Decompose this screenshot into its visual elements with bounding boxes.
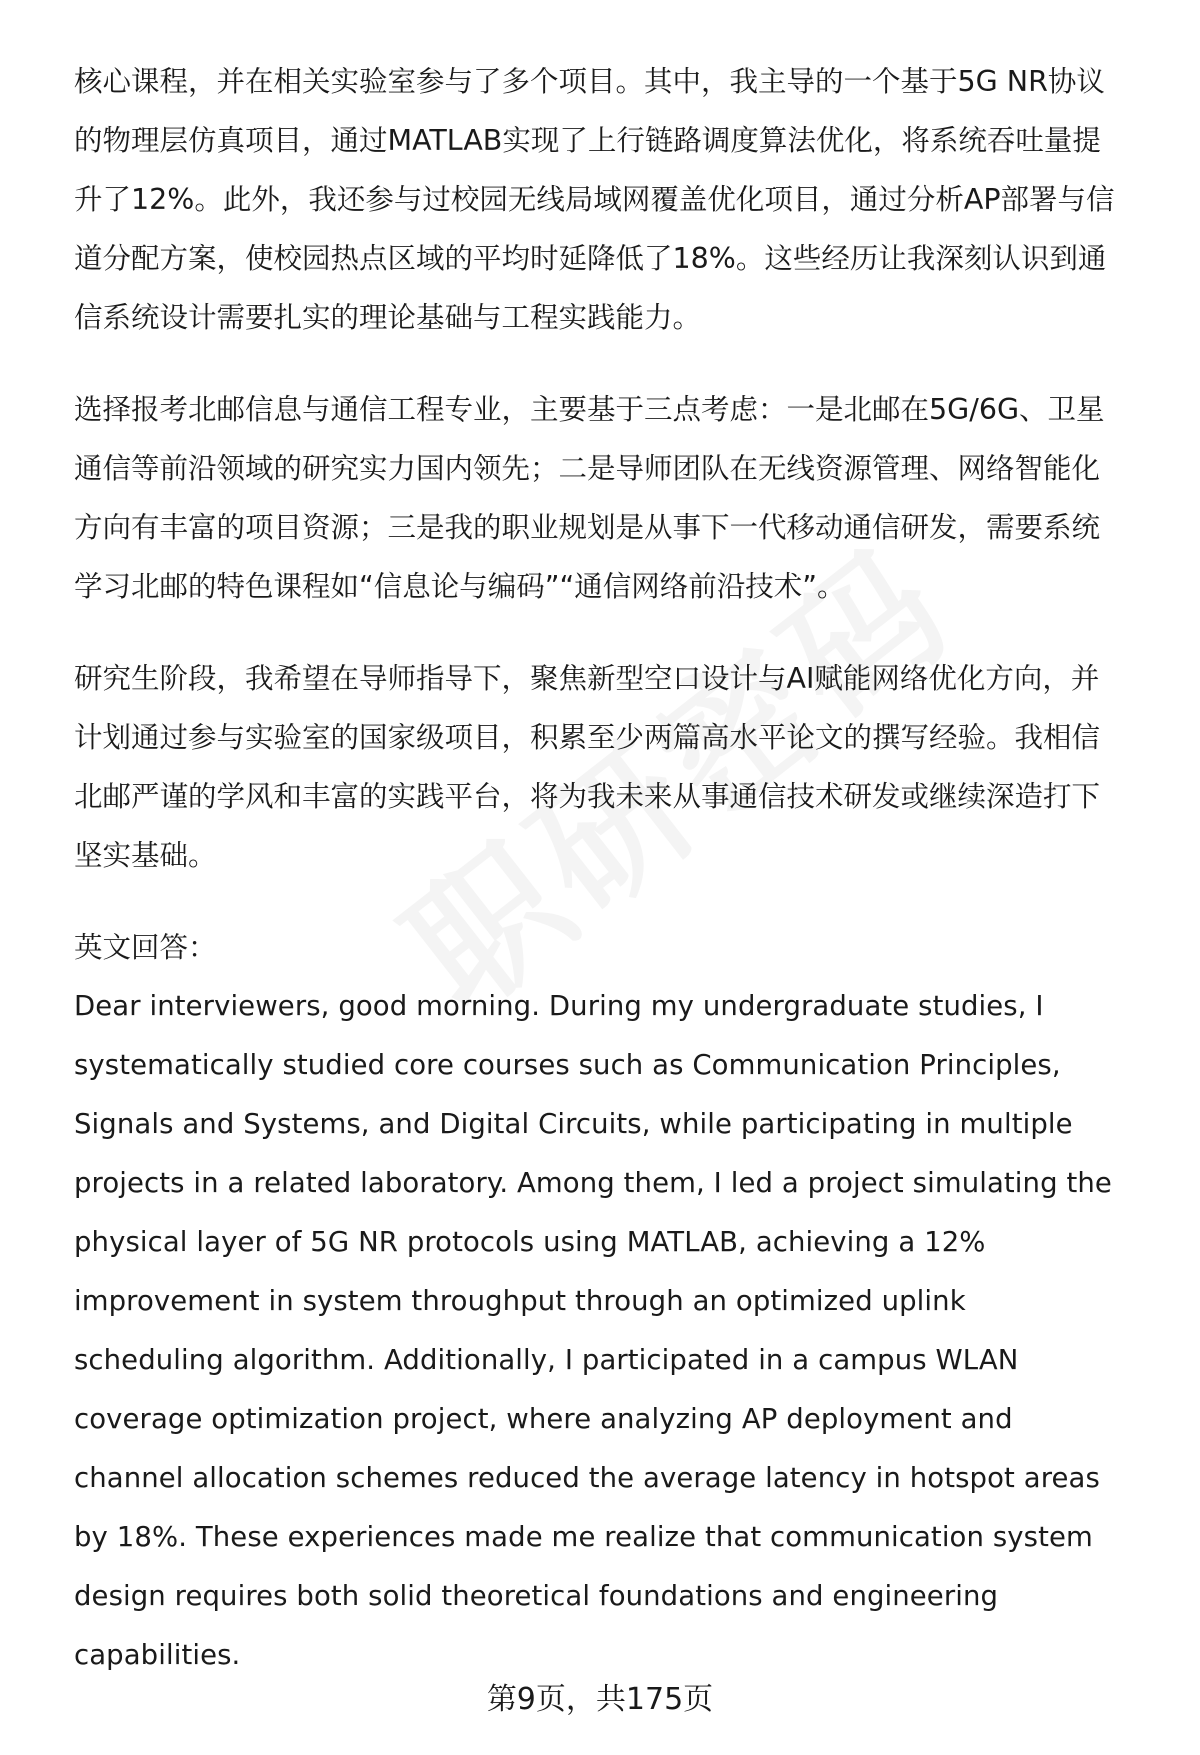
text-line: systematically studied core courses such as Communication Principles, xyxy=(74,1049,1061,1081)
text-line: 道分配方案，使校园热点区域的平均时延降低了18%。这些经历让我深刻认识到通 xyxy=(74,242,1107,275)
text-line: 信系统设计需要扎实的理论基础与工程实践能力。 xyxy=(74,301,702,334)
paragraph-spacer xyxy=(74,347,1164,380)
text-line: by 18%. These experiences made me realize that communication system xyxy=(74,1521,1093,1553)
english-answer-paragraph xyxy=(74,977,1164,1685)
paragraph-2 xyxy=(74,380,1164,616)
text-line: channel allocation schemes reduced the average latency in hotspot areas xyxy=(74,1462,1100,1494)
paragraph-spacer xyxy=(74,885,1164,918)
text-line: 通信等前沿领域的研究实力国内领先；二是导师团队在无线资源管理、网络智能化 xyxy=(74,452,1101,485)
text-line: 北邮严谨的学风和丰富的实践平台，将为我未来从事通信技术研发或继续深造打下 xyxy=(74,780,1101,813)
text-line: projects in a related laboratory. Among them, I led a project simulating the xyxy=(74,1167,1112,1199)
text-line: 计划通过参与实验室的国家级项目，积累至少两篇高水平论文的撰写经验。我相信 xyxy=(74,721,1101,754)
text-line: improvement in system throughput through an optimized uplink xyxy=(74,1285,966,1317)
text-line: 选择报考北邮信息与通信工程专业，主要基于三点考虑：一是北邮在5G/6G、卫星 xyxy=(74,393,1105,426)
page-number-footer: 第9页，共175页 xyxy=(486,1682,714,1717)
text-line: physical layer of 5G NR protocols using MATLAB, achieving a 12% xyxy=(74,1226,986,1258)
text-line: scheduling algorithm. Additionally, I participated in a campus WLAN xyxy=(74,1344,1019,1376)
paragraph-1 xyxy=(74,52,1164,347)
english-answer-heading: 英文回答： xyxy=(74,931,217,964)
text-line: 坚实基础。 xyxy=(74,839,217,872)
text-line: Signals and Systems, and Digital Circuits, while participating in multiple xyxy=(74,1108,1073,1140)
text-line: 核心课程，并在相关实验室参与了多个项目。其中，我主导的一个基于5G NR协议 xyxy=(74,65,1105,98)
text-line: capabilities. xyxy=(74,1639,241,1671)
text-line: 方向有丰富的项目资源；三是我的职业规划是从事下一代移动通信研发，需要系统 xyxy=(74,511,1101,544)
text-line: Dear interviewers, good morning. During my undergraduate studies, I xyxy=(74,990,1044,1022)
text-line: 的物理层仿真项目，通过MATLAB实现了上行链路调度算法优化，将系统吞吐量提 xyxy=(74,124,1101,157)
text-line: 研究生阶段，我希望在导师指导下，聚焦新型空口设计与AI赋能网络优化方向，并 xyxy=(74,662,1100,695)
text-line: design requires both solid theoretical foundations and engineering xyxy=(74,1580,999,1612)
paragraph-3 xyxy=(74,649,1164,885)
document-body xyxy=(74,52,1164,1685)
text-line: 学习北邮的特色课程如“信息论与编码”“通信网络前沿技术”。 xyxy=(74,570,846,603)
paragraph-spacer xyxy=(74,616,1164,649)
text-line: coverage optimization project, where analyzing AP deployment and xyxy=(74,1403,1013,1435)
text-line: 升了12%。此外，我还参与过校园无线局域网覆盖优化项目，通过分析AP部署与信 xyxy=(74,183,1115,216)
